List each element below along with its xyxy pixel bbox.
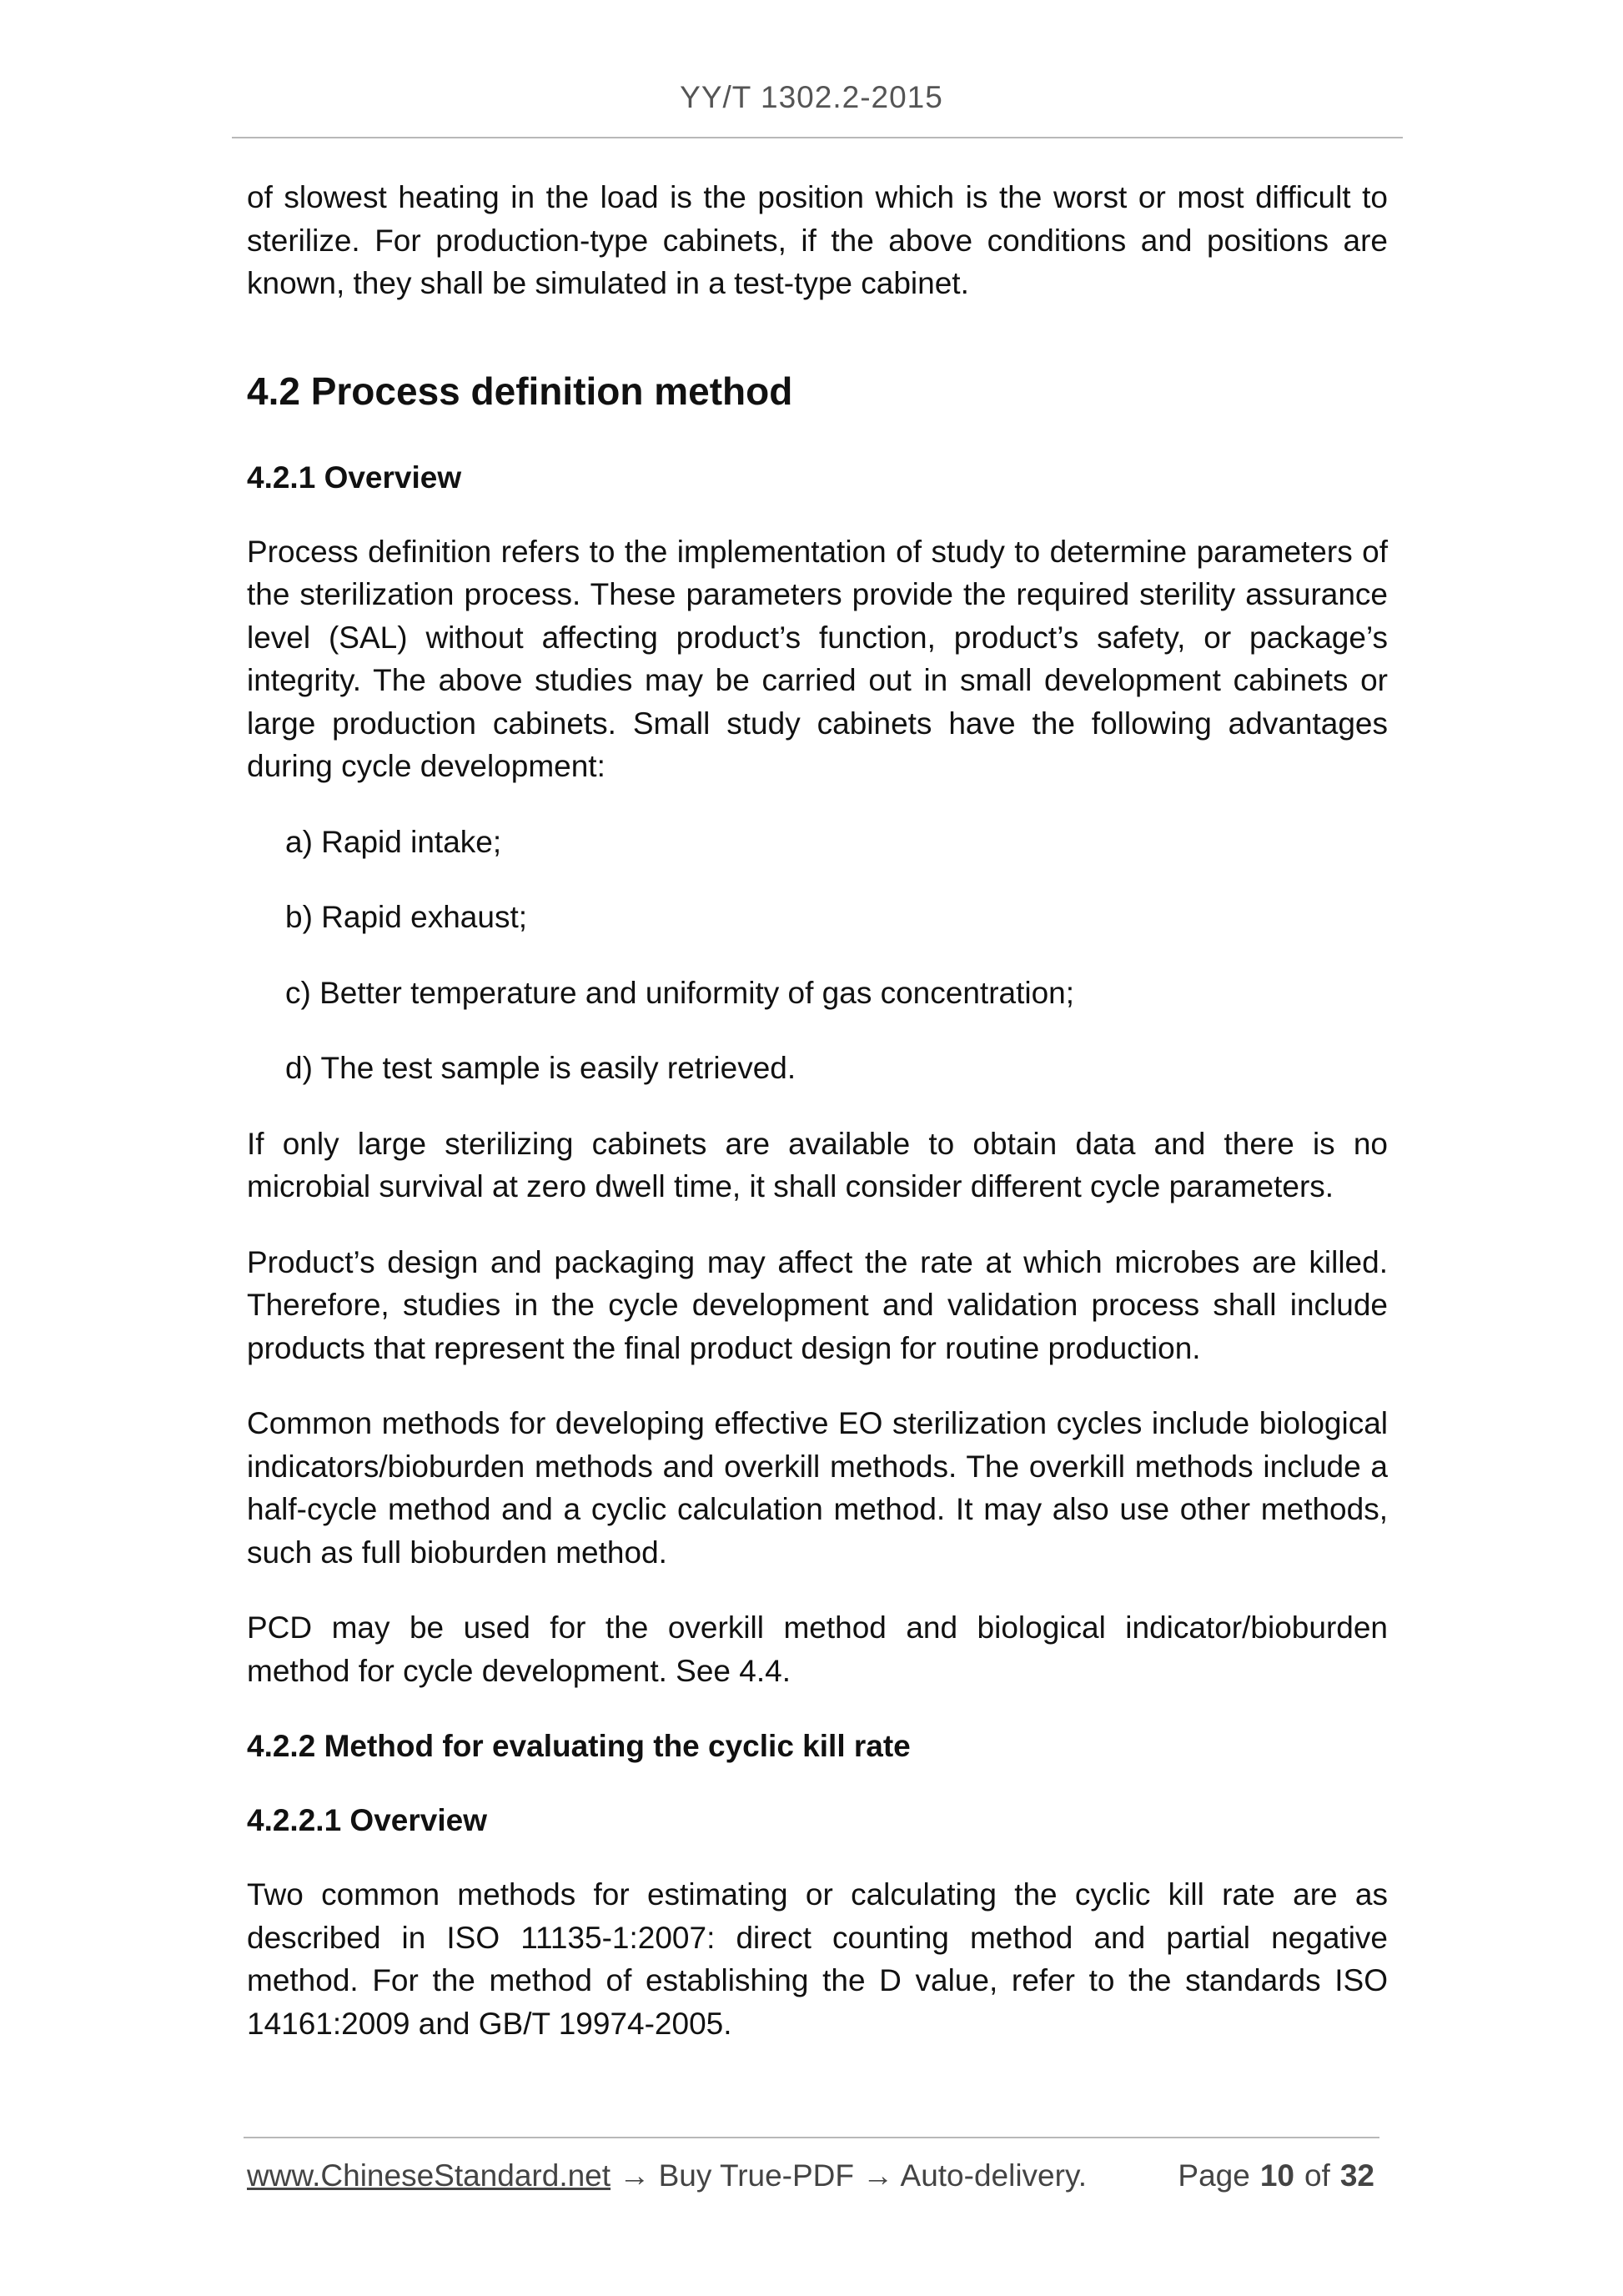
footer-website-link[interactable]: www.ChineseStandard.net [247, 2158, 611, 2193]
list-item-a: a) Rapid intake; [285, 824, 502, 859]
paragraph-product-design: Product’s design and packaging may affect the rate at which microbes are killed. Therefore, studies in the cycle development and validation process shall include products that represent the final product design for routine production. [247, 1244, 1388, 1365]
footer-promo [247, 2158, 1087, 2193]
section-heading-4-2-2-1: 4.2.2.1 Overview [247, 1803, 487, 1837]
section-heading-4-2-2: 4.2.2 Method for evaluating the cyclic kill rate [247, 1729, 911, 1763]
paragraph-kill-rate: Two common methods for estimating or calculating the cyclic kill rate are as described in ISO 11135-1:2007: direct counting method and partial negative method. For the method of establishing the D value, refer to the standards ISO 14161:2009 and GB/T 19974-2005. [247, 1877, 1388, 2041]
paragraph-large-cabinets: If only large sterilizing cabinets are available to obtain data and there is no microbial survival at zero dwell time, it shall consider different cycle parameters. [247, 1126, 1388, 1203]
page-content [247, 171, 1388, 2077]
header-doc-code: YY/T 1302.2-2015 [680, 80, 943, 114]
page-indicator [1178, 2158, 1374, 2193]
paragraph-common-methods: Common methods for developing effective EO sterilization cycles include biological indicators/bioburden methods and overkill methods. The overkill methods include a half-cycle method and a cyclic calculation method. It may also use other methods, such as full bioburden method. [247, 1406, 1388, 1570]
paragraph-pcd: PCD may be used for the overkill method and biological indicator/bioburden method for cycle development. See 4.4. [247, 1610, 1388, 1688]
header-divider [232, 137, 1403, 138]
list-item-b: b) Rapid exhaust; [285, 900, 528, 934]
list-item-d: d) The test sample is easily retrieved. [285, 1051, 796, 1085]
page-number: 10 [1259, 2158, 1294, 2193]
intro-paragraph: of slowest heating in the load is the position which is the worst or most difficult to sterilize. For production-type cabinets, if the above conditions and positions are known, they shall be simulated in a test-type cabinet. [247, 180, 1388, 300]
page-label: Page [1178, 2158, 1250, 2193]
list-item-c: c) Better temperature and uniformity of gas concentration; [285, 975, 1075, 1010]
of-label: of [1304, 2158, 1330, 2193]
section-heading-4-2-1: 4.2.1 Overview [247, 460, 462, 495]
paragraph-process-definition: Process definition refers to the implementation of study to determine parameters of the sterilization process. These parameters provide the required sterility assurance level (SAL) without affecting product’s function, product’s safety, or package’s integrity. The above studies may be carried out in small development cabinets or large production cabinets. Small study cabinets have the following advantages during cycle development: [247, 534, 1388, 783]
total-pages: 32 [1339, 2158, 1374, 2193]
footer-tagline: → Buy True-PDF → Auto-delivery. [611, 2158, 1087, 2193]
footer-divider [244, 2137, 1379, 2138]
section-heading-4-2: 4.2 Process definition method [247, 369, 793, 413]
